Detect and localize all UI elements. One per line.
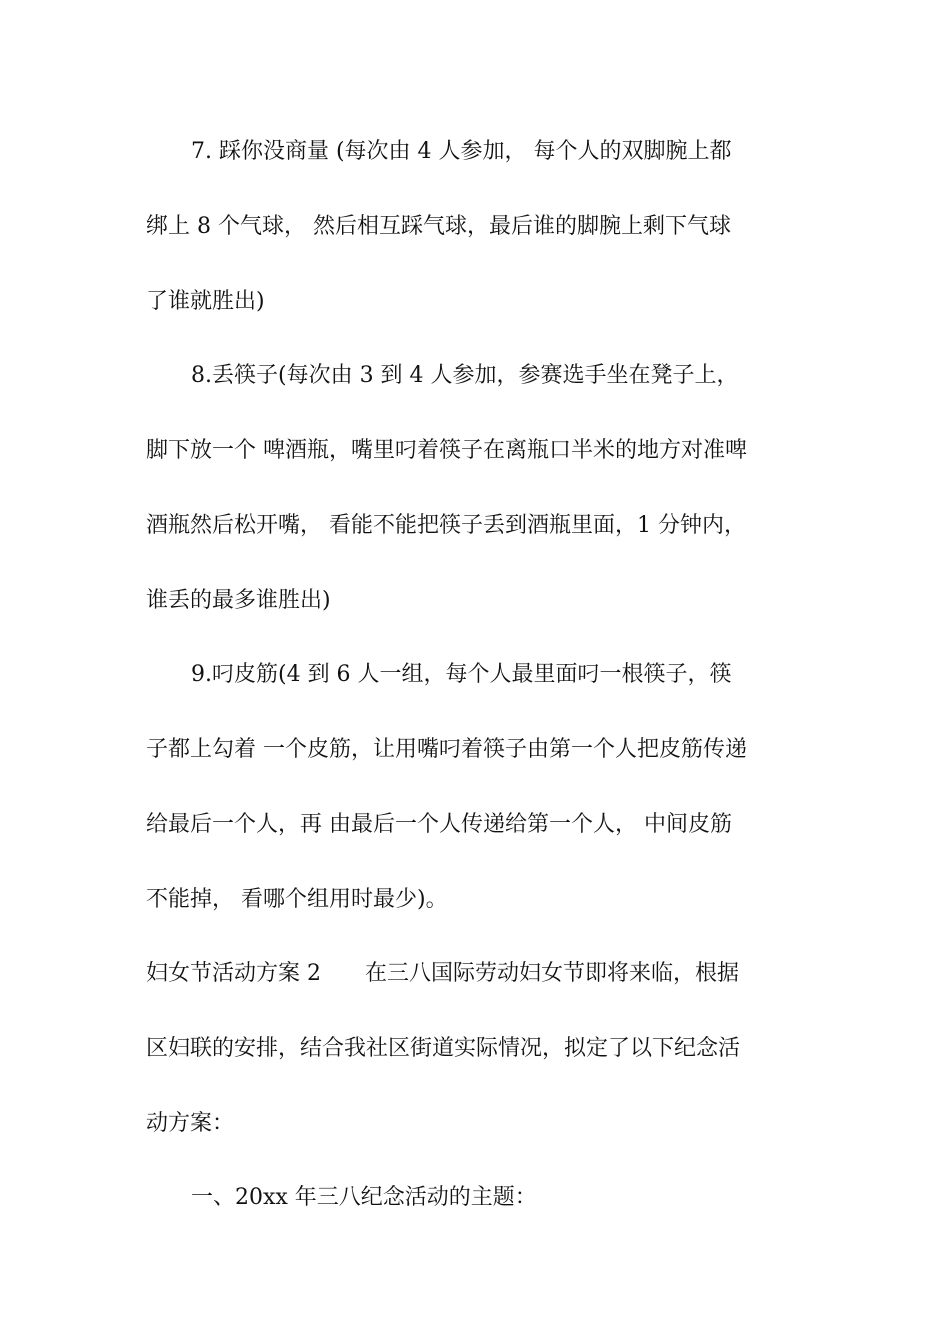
paragraph-9-line-1: 9.叼皮筋(4 到 6 人一组，每个人最里面叼一根筷子，筷 <box>191 662 732 687</box>
paragraph-8-line-1: 8.丢筷子(每次由 3 到 4 人参加，参赛选手坐在凳子上， <box>191 363 739 388</box>
paragraph-9-line-3: 给最后一个人，再 由最后一个人传递给第一个人， 中间皮筋 <box>146 812 732 837</box>
plan-2-line-3: 动方案： <box>146 1111 235 1136</box>
paragraph-8-line-2: 脚下放一个 啤酒瓶，嘴里叼着筷子在离瓶口半米的地方对准啤 <box>146 438 747 463</box>
paragraph-7-line-3: 了谁就胜出) <box>146 289 265 314</box>
plan-2-line-1: 妇女节活动方案 2 在三八国际劳动妇女节即将来临，根据 <box>146 961 739 986</box>
plan-2-line-2: 区妇联的安排，结合我社区街道实际情况，拟定了以下纪念活 <box>146 1036 741 1061</box>
paragraph-9-line-4: 不能掉， 看哪个组用时最少)。 <box>146 887 448 912</box>
section-heading: 一、20xx 年三八纪念活动的主题： <box>191 1185 537 1210</box>
paragraph-7-line-2: 绑上 8 个气球， 然后相互踩气球，最后谁的脚腕上剩下气球 <box>146 214 731 239</box>
paragraph-8-line-4: 谁丢的最多谁胜出) <box>146 588 331 613</box>
paragraph-8-line-3: 酒瓶然后松开嘴， 看能不能把筷子丢到酒瓶里面，1 分钟内， <box>146 513 746 538</box>
paragraph-7-line-1: 7. 踩你没商量 (每次由 4 人参加， 每个人的双脚腕上都 <box>191 139 732 164</box>
paragraph-9-line-2: 子都上勾着 一个皮筋，让用嘴叼着筷子由第一个人把皮筋传递 <box>146 737 747 762</box>
